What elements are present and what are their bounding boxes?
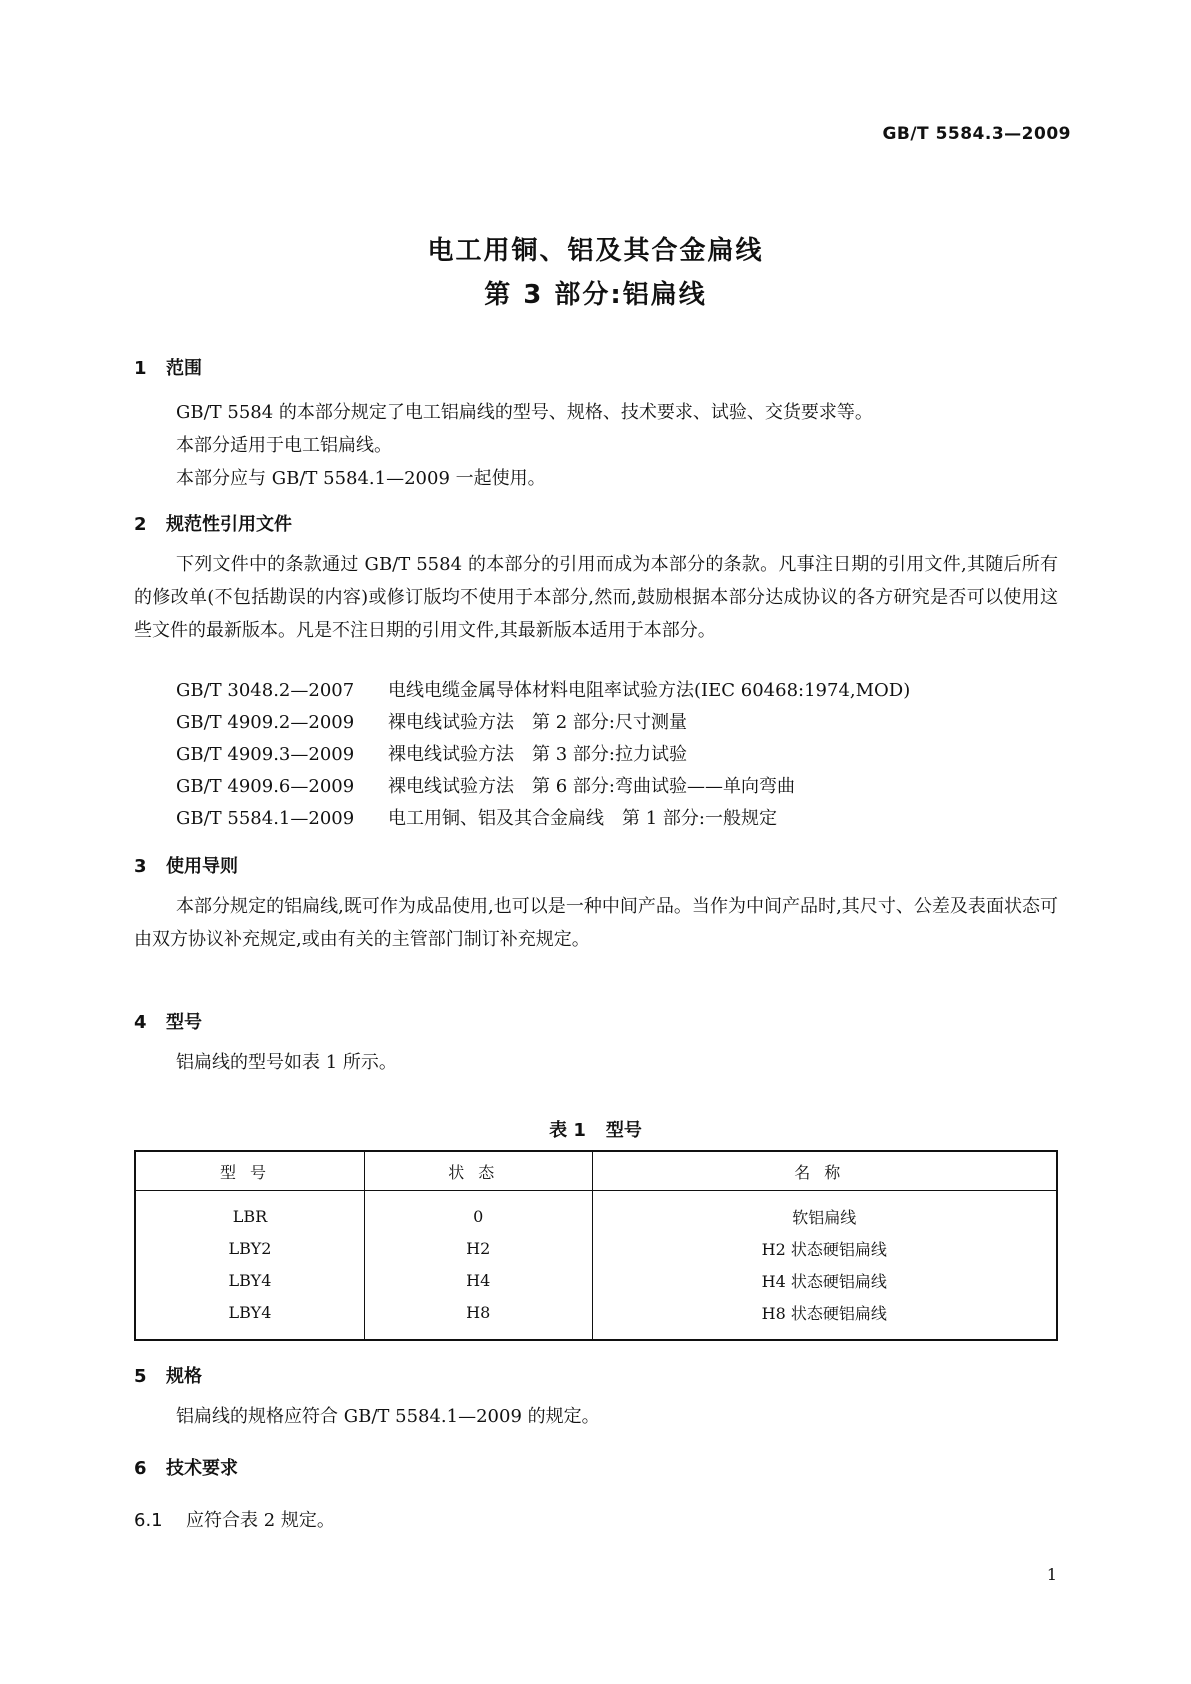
section-heading-3 [134, 852, 238, 878]
section-title: 规范性引用文件 [166, 514, 292, 535]
standard-number: GB/T 5584.3—2009 [882, 124, 1071, 144]
table-row [135, 1264, 1057, 1296]
table-cell: LBY2 [228, 1238, 272, 1258]
section-heading-2 [134, 510, 292, 536]
reference-title: 电线电缆金属导体材料电阻率试验方法(IEC 60468:1974,MOD) [388, 680, 911, 701]
table-cell: LBY4 [228, 1302, 272, 1322]
table-cell: 软铝扁线 [592, 1191, 1057, 1233]
table-cell: LBY4 [228, 1270, 272, 1290]
paragraph: 铝扁线的型号如表 1 所示。 [176, 1052, 397, 1073]
section-heading-5 [134, 1362, 202, 1388]
table-cell: LBR [232, 1206, 268, 1226]
table-caption-number: 表 1 [549, 1120, 586, 1141]
table-cell: 0 [364, 1191, 592, 1233]
paragraph: 下列文件中的条款通过 GB/T 5584 的本部分的引用而成为本部分的条款。凡事注日期的引用文件,其随后所有的修改单(不包括勘误的内容)或修订版均不使用于本部分,然而,鼓励根据本部分达成协议的各方研究是否可以使用这些文件的最新版本。凡是不注日期的引用文件,其最新版本适用于本部分。 [134, 554, 1058, 641]
table-row [135, 1191, 1057, 1233]
section-title: 技术要求 [166, 1458, 238, 1479]
paragraph: 铝扁线的规格应符合 GB/T 5584.1—2009 的规定。 [176, 1406, 600, 1427]
table-caption-title: 型号 [605, 1120, 642, 1141]
table-caption [0, 1116, 1191, 1142]
table-header-model: 型号 [135, 1151, 364, 1191]
table-cell: H4 状态硬铝扁线 [592, 1264, 1057, 1296]
paragraph: 本部分应与 GB/T 5584.1—2009 一起使用。 [176, 468, 546, 489]
section-heading-4 [134, 1008, 202, 1034]
paragraph: GB/T 5584 的本部分规定了电工铝扁线的型号、规格、技术要求、试验、交货要求等。 [176, 402, 873, 423]
section-title: 使用导则 [166, 856, 238, 877]
section-heading-1 [134, 354, 202, 380]
table-cell: H2 状态硬铝扁线 [592, 1232, 1057, 1264]
section-number: 1 [134, 358, 147, 379]
section-title: 范围 [166, 358, 202, 379]
subclause-6-1 [134, 1506, 335, 1532]
reference-code: GB/T 5584.1—2009 [176, 808, 355, 829]
table-cell: H2 [364, 1232, 592, 1264]
subclause-text: 应符合表 2 规定。 [186, 1510, 335, 1531]
table-row [135, 1296, 1057, 1340]
reference-title: 裸电线试验方法 第 2 部分:尺寸测量 [388, 712, 687, 733]
reference-code: GB/T 3048.2—2007 [176, 680, 355, 701]
subclause-number: 6.1 [134, 1510, 163, 1531]
reference-item [176, 804, 777, 830]
section-title: 型号 [166, 1012, 202, 1033]
section-number: 3 [134, 856, 147, 877]
table-cell: H4 [364, 1264, 592, 1296]
reference-item [176, 676, 910, 702]
table-cell: H8 状态硬铝扁线 [592, 1296, 1057, 1340]
reference-item [176, 708, 687, 734]
table-cell: H8 [364, 1296, 592, 1340]
reference-code: GB/T 4909.3—2009 [176, 744, 355, 765]
table-header-name: 名称 [592, 1151, 1057, 1191]
page-number: 1 [1046, 1565, 1057, 1584]
reference-item [176, 740, 687, 766]
section-number: 6 [134, 1458, 147, 1479]
reference-code: GB/T 4909.2—2009 [176, 712, 355, 733]
document-subtitle: 第 3 部分:铝扁线 [484, 280, 707, 310]
reference-title: 裸电线试验方法 第 6 部分:弯曲试验——单向弯曲 [388, 776, 795, 797]
section-number: 5 [134, 1366, 147, 1387]
reference-title: 裸电线试验方法 第 3 部分:拉力试验 [388, 744, 687, 765]
table-header-state: 状态 [364, 1151, 592, 1191]
table-row [135, 1232, 1057, 1264]
section-number: 4 [134, 1012, 147, 1033]
section-heading-6 [134, 1454, 238, 1480]
section-title: 规格 [166, 1366, 202, 1387]
model-table [134, 1150, 1058, 1341]
reference-title: 电工用铜、铝及其合金扁线 第 1 部分:一般规定 [388, 808, 777, 829]
reference-code: GB/T 4909.6—2009 [176, 776, 355, 797]
paragraph: 本部分适用于电工铝扁线。 [176, 435, 392, 456]
document-title: 电工用铜、铝及其合金扁线 [427, 236, 764, 266]
paragraph: 本部分规定的铝扁线,既可作为成品使用,也可以是一种中间产品。当作为中间产品时,其尺寸、公差及表面状态可由双方协议补充规定,或由有关的主管部门制订补充规定。 [134, 896, 1058, 950]
reference-item [176, 772, 795, 798]
section-number: 2 [134, 514, 147, 535]
